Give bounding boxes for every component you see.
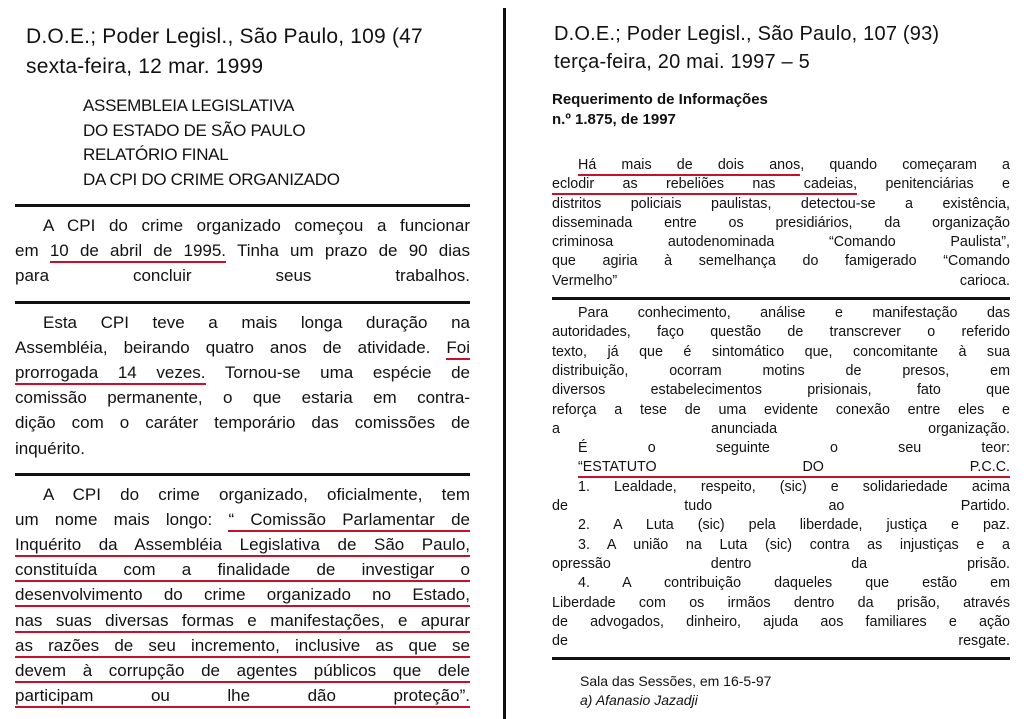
paragraph: [15, 213, 470, 289]
text-segment: criminosa autodenominada “Comando Paulista”,: [552, 234, 1010, 251]
text-line: [15, 507, 470, 532]
underlined-text: prorrogada 14 vezes.: [15, 363, 206, 385]
text-line: [15, 310, 470, 335]
text-segment: um nome mais longo:: [15, 509, 229, 529]
column-divider: [503, 8, 506, 719]
underlined-text: Há mais de dois anos: [578, 157, 800, 176]
text-segment: a anunciada organização.: [552, 420, 1010, 437]
paragraph: [552, 536, 1010, 575]
signature-place-date: Sala das Sessões, em 16-5-97: [580, 673, 772, 690]
text-line: [15, 683, 470, 708]
text-line: [552, 156, 1010, 175]
text-line: [552, 323, 1010, 342]
text-segment: 3. A união na Luta (sic) contra as injustiças e a: [578, 536, 1010, 553]
text-line: [552, 497, 1010, 516]
signature-signer: [580, 691, 1010, 710]
text-segment: Assembléia, beirando quatro anos de atividade.: [15, 337, 447, 357]
text-line: [15, 608, 470, 633]
text-segment: Tinha um prazo de 90 dias: [226, 241, 470, 261]
underlined-text: Inquérito da Assembléia Legislativa de São Paulo,: [15, 535, 470, 557]
paragraph: [552, 574, 1010, 651]
text-line: [552, 458, 1010, 477]
text-segment: dição com o caráter temporário das comissões de: [15, 413, 470, 433]
text-segment: Tornou-se uma espécie de: [205, 362, 470, 382]
paragraph: [552, 516, 1010, 535]
left-header-line-2: sexta-feira, 12 mar. 1999: [26, 55, 264, 78]
text-line: [15, 263, 470, 288]
paragraph: [552, 458, 1010, 477]
underlined-text: participam ou lhe dão proteção”.: [15, 686, 470, 708]
text-line: [552, 401, 1010, 420]
text-segment: 1. Lealdade, respeito, (sic) e solidariedade acima: [578, 478, 1010, 495]
right-header-line-1: D.O.E.; Poder Legisl., São Paulo, 107 (93): [554, 23, 940, 45]
section: [15, 482, 470, 709]
request-heading: [552, 90, 1010, 130]
paragraph: [552, 478, 1010, 517]
text-segment: opressão dentro da prisão.: [552, 555, 1010, 572]
paragraph: [15, 482, 470, 709]
title-line: RELATÓRIO FINAL: [83, 145, 229, 164]
text-segment: distribuição, ocorram motins de presos, em: [552, 362, 1010, 379]
right-body: [552, 156, 1010, 651]
text-segment: autoridades, faço questão de transcrever o referido: [552, 324, 1010, 341]
text-segment: Liberdade com os irmãos dentro da prisão, através: [552, 594, 1010, 611]
text-line: [552, 613, 1010, 632]
text-segment: que agiria à semelhança do famigerado “Comando: [552, 253, 1010, 270]
text-segment: de advogados, dinheiro, ajuda aos familiares e ação: [552, 613, 1010, 630]
text-segment: para concluir seus trabalhos.: [15, 266, 470, 286]
underlined-text: desenvolvimento do crime organizado no Estado,: [15, 585, 470, 607]
right-header: [554, 20, 1010, 76]
text-line: [552, 439, 1010, 458]
section-rule: [15, 204, 470, 207]
paragraph: [15, 310, 470, 461]
right-header-line-2: terça-feira, 20 mai. 1997 – 5: [554, 51, 810, 73]
report-title: [83, 94, 470, 192]
text-line: [552, 214, 1010, 233]
text-segment: Para conhecimento, análise e manifestação das: [578, 305, 1010, 322]
text-line: [15, 482, 470, 507]
paragraph: [552, 156, 1010, 291]
text-segment: texto, já que é sintomático que, concomitante à sua: [552, 343, 1010, 360]
text-line: [552, 516, 1010, 535]
paragraph: [552, 304, 1010, 439]
text-line: [552, 175, 1010, 194]
text-line: [552, 304, 1010, 323]
text-segment: A CPI do crime organizado, oficialmente, tem: [43, 484, 470, 504]
left-clipping: [15, 0, 470, 708]
text-line: [15, 410, 470, 435]
underlined-text: eclodir as rebeliões nas cadeias,: [552, 176, 857, 195]
underlined-text: as razões de seu incremento, inclusive as que se: [15, 636, 470, 658]
text-segment: disseminada entre os presidiários, da organização: [552, 214, 1010, 231]
text-line: [15, 335, 470, 360]
section: [552, 156, 1010, 291]
underlined-text: 10 de abril de 1995.: [50, 241, 226, 263]
text-line: [552, 555, 1010, 574]
title-line: DO ESTADO DE SÃO PAULO: [83, 120, 306, 140]
signer-name: a) Afanasio Jazadji: [580, 692, 698, 709]
text-segment: em: [15, 241, 50, 261]
section-rule: [552, 297, 1010, 300]
text-line: [15, 238, 470, 263]
text-line: [15, 360, 470, 385]
section: [15, 213, 470, 289]
text-segment: de resgate.: [552, 633, 1010, 650]
text-line: [552, 252, 1010, 271]
text-line: [15, 582, 470, 607]
text-line: [15, 532, 470, 557]
right-clipping: [552, 0, 1010, 710]
text-segment: Esta CPI teve a mais longa duração na: [43, 312, 470, 332]
underlined-text: “ Comissão Parlamentar de: [228, 510, 470, 532]
text-line: [552, 381, 1010, 400]
text-segment: penitenciárias e: [857, 176, 1010, 193]
underlined-text: nas suas diversas formas e manifestações, e apurar: [15, 611, 470, 633]
text-segment: diversos estabelecimentos prisionais, fato que: [552, 382, 1010, 399]
section-rule: [15, 473, 470, 476]
text-line: [552, 362, 1010, 381]
text-line: [552, 272, 1010, 291]
underlined-text: devem à corrupção de agentes públicos que dele: [15, 661, 470, 683]
text-line: [552, 343, 1010, 362]
paragraph: [552, 439, 1010, 458]
text-segment: É o seguinte o seu teor:: [578, 440, 1010, 457]
text-segment: A CPI do crime organizado começou a funcionar: [43, 216, 470, 235]
text-line: [15, 213, 470, 238]
text-segment: 2. A Luta (sic) pela liberdade, justiça e paz.: [578, 517, 1010, 534]
text-segment: Vermelho” carioca.: [552, 272, 1010, 289]
text-line: [552, 632, 1010, 651]
text-line: [552, 420, 1010, 439]
underlined-text: “ESTATUTO DO P.C.C.: [578, 459, 1010, 478]
text-segment: inquérito.: [15, 438, 85, 458]
text-line: [15, 557, 470, 582]
underlined-text: constituída com a finalidade de investigar o: [15, 560, 470, 582]
request-title: Requerimento de Informações: [552, 91, 768, 108]
text-segment: reforça a tese de uma evidente conexão entre eles e: [552, 401, 1010, 418]
left-header-line-1: D.O.E.; Poder Legisl., São Paulo, 109 (47: [26, 25, 423, 48]
section: [15, 310, 470, 461]
text-line: [552, 536, 1010, 555]
text-line: [15, 658, 470, 683]
section-rule: [552, 657, 1010, 660]
title-line: ASSEMBLEIA LEGISLATIVA: [83, 96, 295, 115]
text-line: [552, 574, 1010, 593]
text-line: [15, 385, 470, 410]
left-body: [15, 204, 470, 708]
text-segment: 4. A contribuição daqueles que estão em: [578, 575, 1010, 592]
signature-block: [580, 672, 1010, 710]
text-line: [552, 594, 1010, 613]
text-line: [552, 195, 1010, 214]
text-segment: , quando começaram a: [800, 157, 1010, 173]
request-number: n.º 1.875, de 1997: [552, 111, 676, 128]
text-line: [15, 633, 470, 658]
text-line: [552, 233, 1010, 252]
title-line: DA CPI DO CRIME ORGANIZADO: [83, 169, 340, 189]
section-rule: [15, 301, 470, 304]
text-line: [552, 478, 1010, 497]
section: [552, 304, 1010, 651]
underlined-text: Foi: [446, 338, 470, 360]
text-segment: comissão permanente, o que estaria em contra-: [15, 388, 470, 408]
text-segment: de tudo ao Partido.: [552, 498, 1010, 515]
text-segment: distritos policiais paulistas, detectou-se a existência,: [552, 195, 1010, 212]
left-header: [26, 22, 470, 82]
text-line: [15, 436, 470, 461]
